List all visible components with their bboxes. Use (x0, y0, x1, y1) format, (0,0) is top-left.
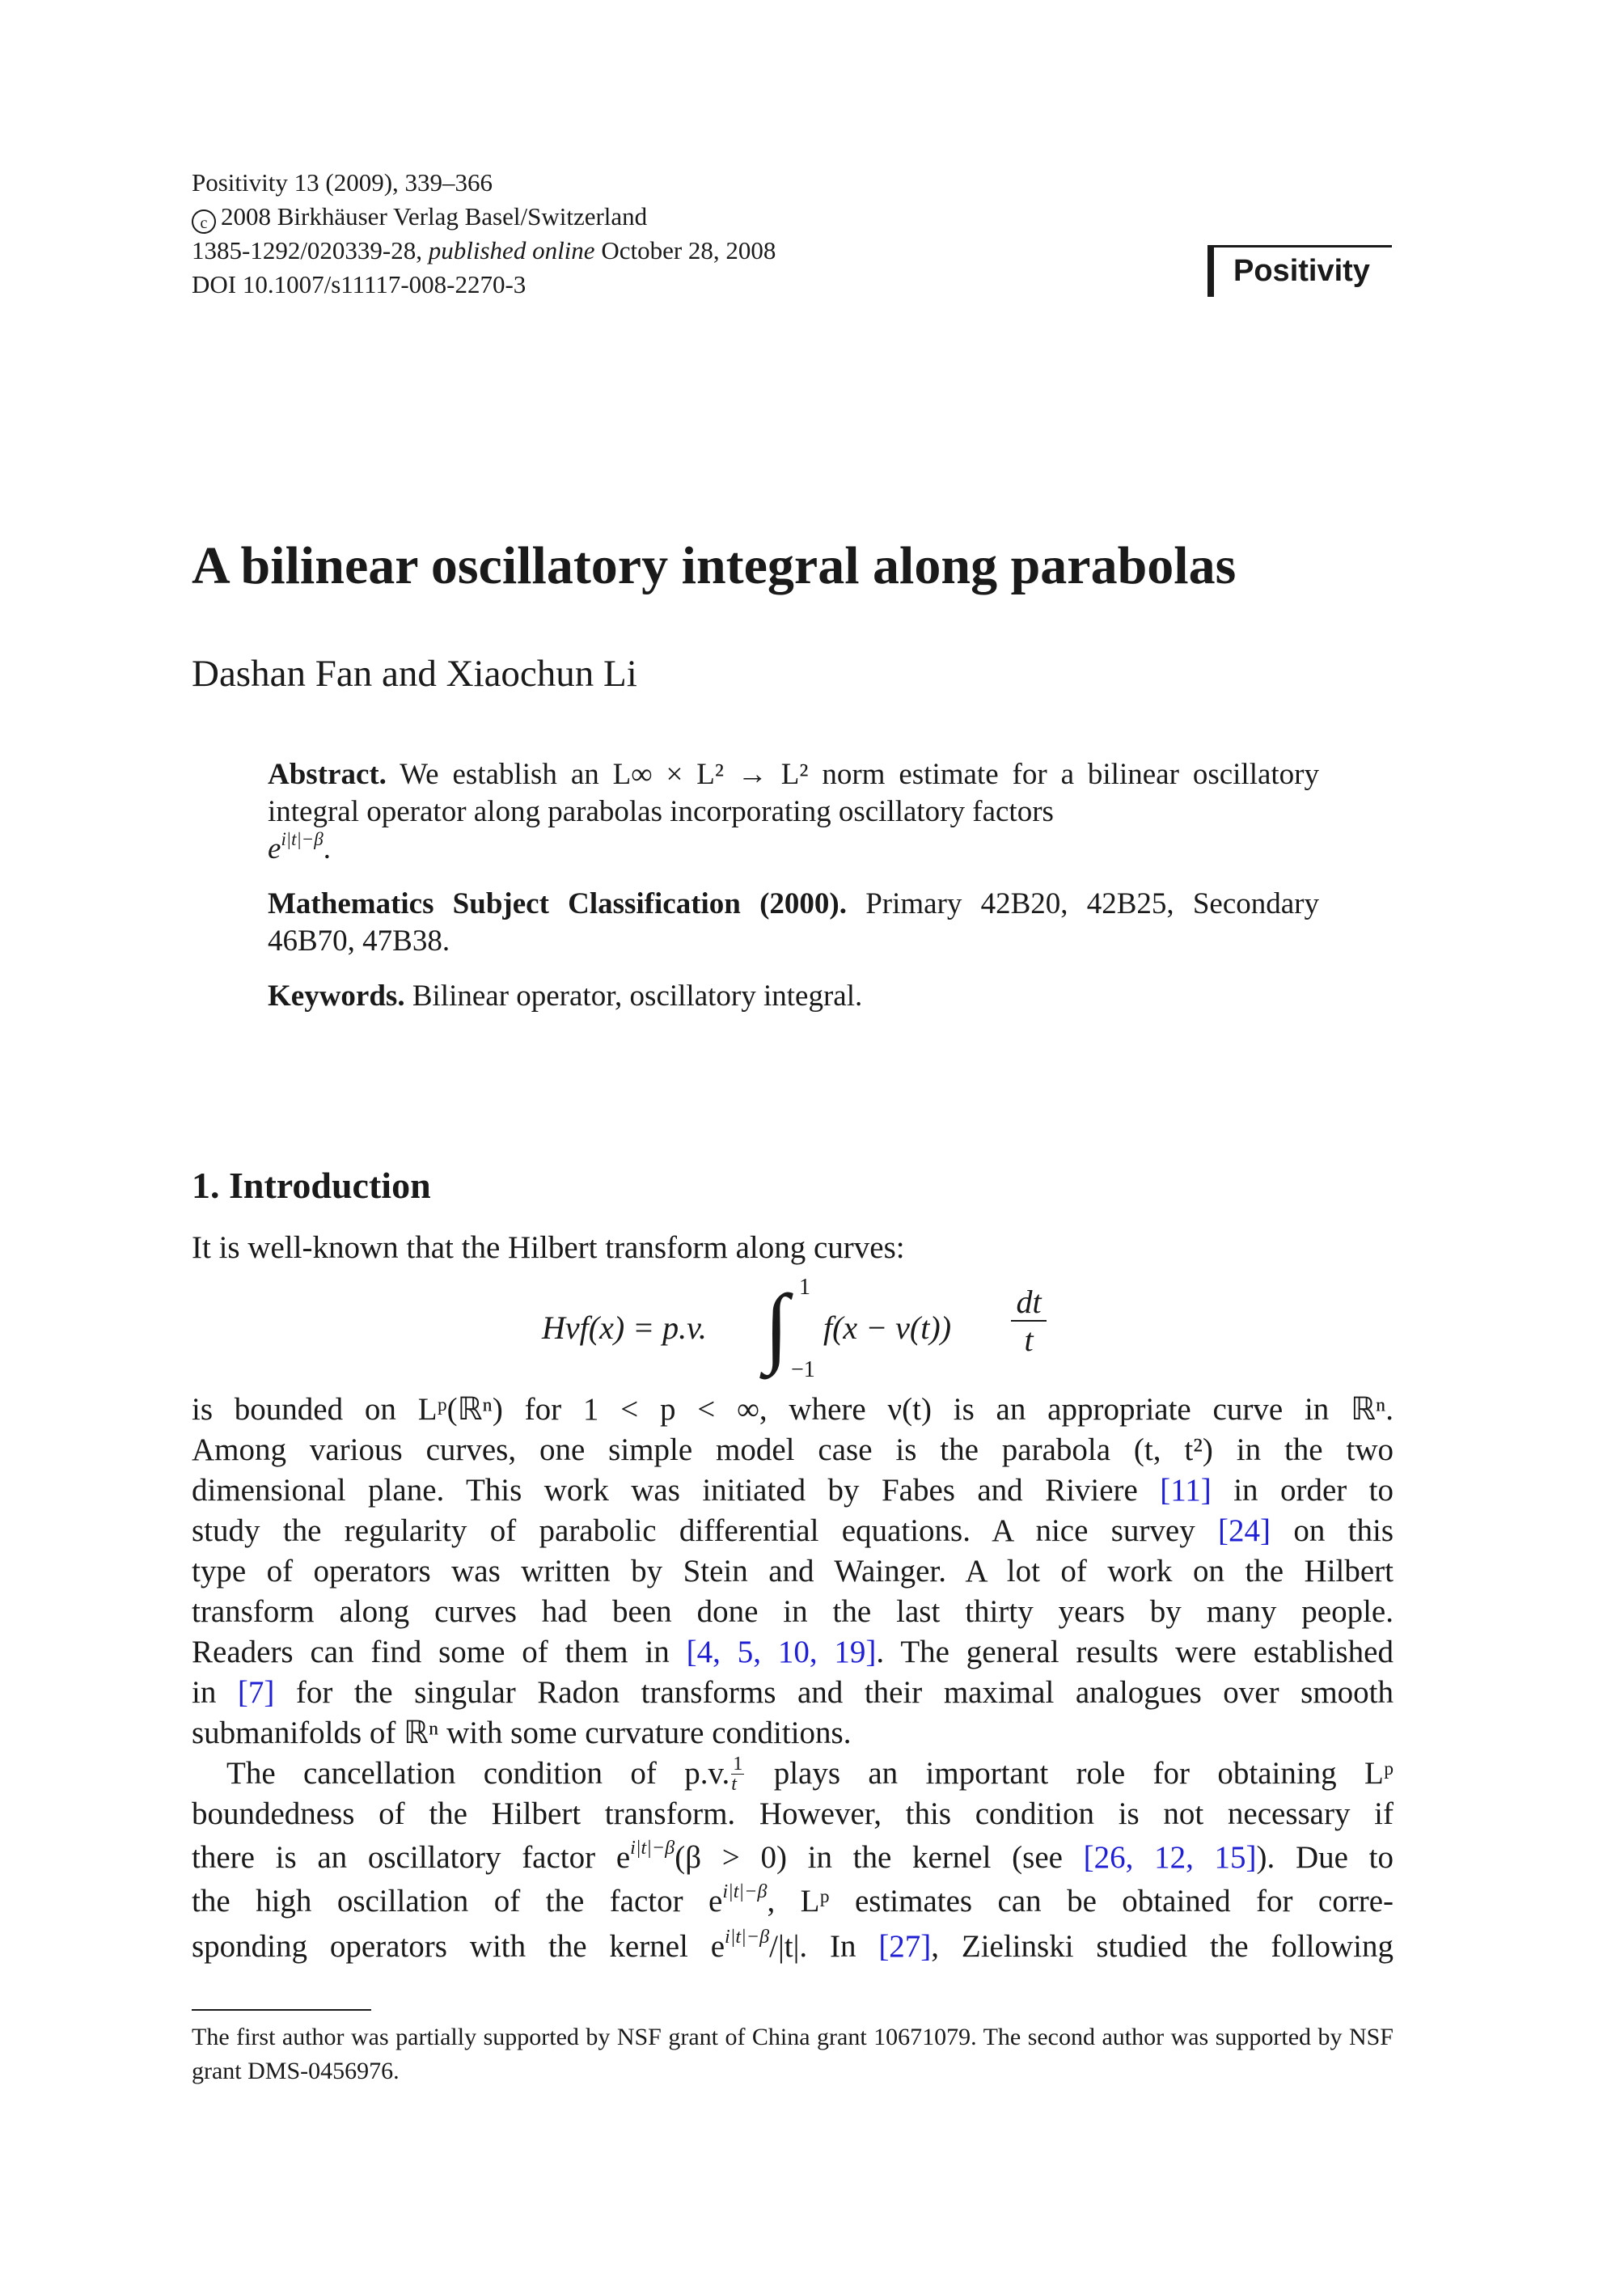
abstract-exp-base: e (268, 832, 281, 865)
body-text: dimensional plane. This work was initiated by Fabes and Riviere (192, 1473, 1161, 1508)
citation-link-7[interactable]: [7] (237, 1675, 275, 1710)
body-p2-line-5 (192, 1927, 1394, 1967)
msc-paragraph (268, 886, 1319, 960)
body-text: , Zielinski studied the following (931, 1929, 1394, 1964)
inline-fraction-denominator: t (731, 1773, 737, 1796)
inline-exponent: i|t|−β (725, 1926, 770, 1948)
body-text: sponding operators with the kernel e (192, 1929, 725, 1964)
abstract-line-2: oscillatory integral operator along parabolas incorporating oscillatory factors (268, 758, 1319, 828)
citation-link-24[interactable]: [24] (1218, 1513, 1271, 1548)
body-text: Readers can find some of them in (192, 1635, 687, 1669)
body-text: The cancellation condition of p.v. (226, 1756, 730, 1791)
msc-label: Mathematics Subject Classification (2000). (268, 887, 847, 920)
body-text: study the regularity of parabolic differential equations. A nice survey (192, 1513, 1219, 1548)
publisher-text: 2008 Birkhäuser Verlag Basel/Switzerland (221, 202, 648, 231)
citation-link-11[interactable]: [11] (1160, 1473, 1212, 1508)
abstract-block (268, 756, 1319, 1033)
equation-integrand: f(x − ν(t)) (823, 1309, 952, 1346)
body-p1-line-3 (192, 1470, 1394, 1511)
body-p2-line-3 (192, 1838, 1394, 1878)
inline-exponent: i|t|−β (722, 1881, 768, 1903)
body-p2-line-2: boundedness of the Hilbert transform. However, this condition is not necessary if (192, 1796, 1394, 1831)
section-heading-introduction: 1. Introduction (192, 1165, 431, 1206)
body-text: for the singular Radon transforms and their maximal analogues over smooth (274, 1675, 1394, 1710)
abstract-line-1: We establish an L∞ × L² → L² norm estimate for a bilinear (400, 758, 1179, 791)
integral-upper-limit: 1 (799, 1275, 810, 1300)
keywords-text: Bilinear operator, oscillatory integral. (412, 979, 863, 1013)
body-text: , Lᵖ estimates can be obtained for corre- (767, 1884, 1394, 1919)
display-equation (542, 1275, 1043, 1383)
body-p2-line-1 (226, 1754, 1394, 1795)
body-text: ). Due to (1256, 1840, 1394, 1875)
body-p1-line-4 (192, 1511, 1394, 1551)
body-text: in order to (1211, 1473, 1394, 1508)
body-text: /|t|. In (769, 1929, 879, 1964)
abstract-exp-power: i|t|−β (281, 828, 324, 849)
footnote-divider (192, 2009, 371, 2011)
body-p1-line-5: type of operators was written by Stein and Wainger. A lot of work on the Hilbert (192, 1554, 1394, 1589)
body-intro-line: It is well-known that the Hilbert transform along curves: (192, 1230, 905, 1265)
inline-fraction-numerator: 1 (733, 1753, 743, 1775)
body-text: in (192, 1675, 238, 1710)
body-text: plays an important role for obtaining Lᵖ (746, 1756, 1394, 1791)
fraction-denominator: t (1024, 1322, 1034, 1358)
body-text: the high oscillation of the factor e (192, 1884, 723, 1919)
keywords-paragraph (268, 978, 1319, 1015)
inline-fraction (731, 1754, 744, 1794)
journal-badge: Positivity (1207, 245, 1392, 297)
fraction-numerator: dt (1011, 1284, 1047, 1322)
header-metadata (192, 166, 776, 302)
issn-text: 1385-1292/020339-28, (192, 236, 423, 264)
published-online-label: published online (428, 236, 595, 264)
body-p2-line-4 (192, 1881, 1394, 1922)
body-text: . The general results were established (876, 1635, 1394, 1669)
abstract-label: Abstract. (268, 758, 387, 791)
keywords-label: Keywords. (268, 979, 405, 1013)
equation-left-side: Hνf(x) = p.v. (542, 1309, 707, 1346)
body-p1-line-9: submanifolds of ℝⁿ with some curvature conditions. (192, 1716, 852, 1750)
body-p1-line-6: transform along curves had been done in the last thirty years by many people. (192, 1594, 1394, 1629)
citation-link-group-2[interactable]: [26, 12, 15] (1083, 1840, 1257, 1875)
equation-fraction (1011, 1284, 1047, 1359)
doi-line: DOI 10.1007/s11117-008-2270-3 (192, 270, 527, 298)
body-text: (β > 0) in the kernel (see (675, 1840, 1084, 1875)
body-p1-line-1: is bounded on Lᵖ(ℝⁿ) for 1 < p < ∞, where ν(t) is an appropriate curve in ℝⁿ. (192, 1392, 1394, 1427)
journal-volume-line: Positivity 13 (2009), 339–366 (192, 168, 493, 197)
issn-line (192, 234, 776, 268)
paper-authors: Dashan Fan and Xiaochun Li (192, 653, 637, 695)
publication-date: October 28, 2008 (601, 236, 776, 264)
abstract-line-3-tail: . (323, 832, 331, 865)
copyright-line (192, 200, 776, 234)
abstract-paragraph (268, 756, 1319, 868)
body-text: on this (1271, 1513, 1394, 1548)
body-text: there is an oscillatory factor e (192, 1840, 631, 1875)
footnote-text: The first author was partially supported by NSF grant of China grant 10671079. The second author was supported by NSF grant DMS-0456976. (192, 2024, 1394, 2084)
copyright-icon: c (192, 209, 216, 234)
citation-link-27[interactable]: [27] (878, 1929, 932, 1964)
msc-text: Primary 42B20, 42B25, Secondary 46B70, 47B38. (268, 887, 1320, 958)
body-p1-line-7 (192, 1632, 1394, 1673)
inline-exponent: i|t|−β (630, 1837, 675, 1859)
body-p1-line-2: Among various curves, one simple model case is the parabola (t, t²) in the two (192, 1432, 1394, 1467)
body-p1-line-8 (192, 1673, 1394, 1713)
integral-lower-limit: −1 (791, 1357, 815, 1382)
integral-sign-icon: ∫ (764, 1276, 789, 1375)
paper-title: A bilinear oscillatory integral along parabolas (192, 536, 1237, 595)
citation-link-group-1[interactable]: [4, 5, 10, 19] (686, 1635, 877, 1669)
